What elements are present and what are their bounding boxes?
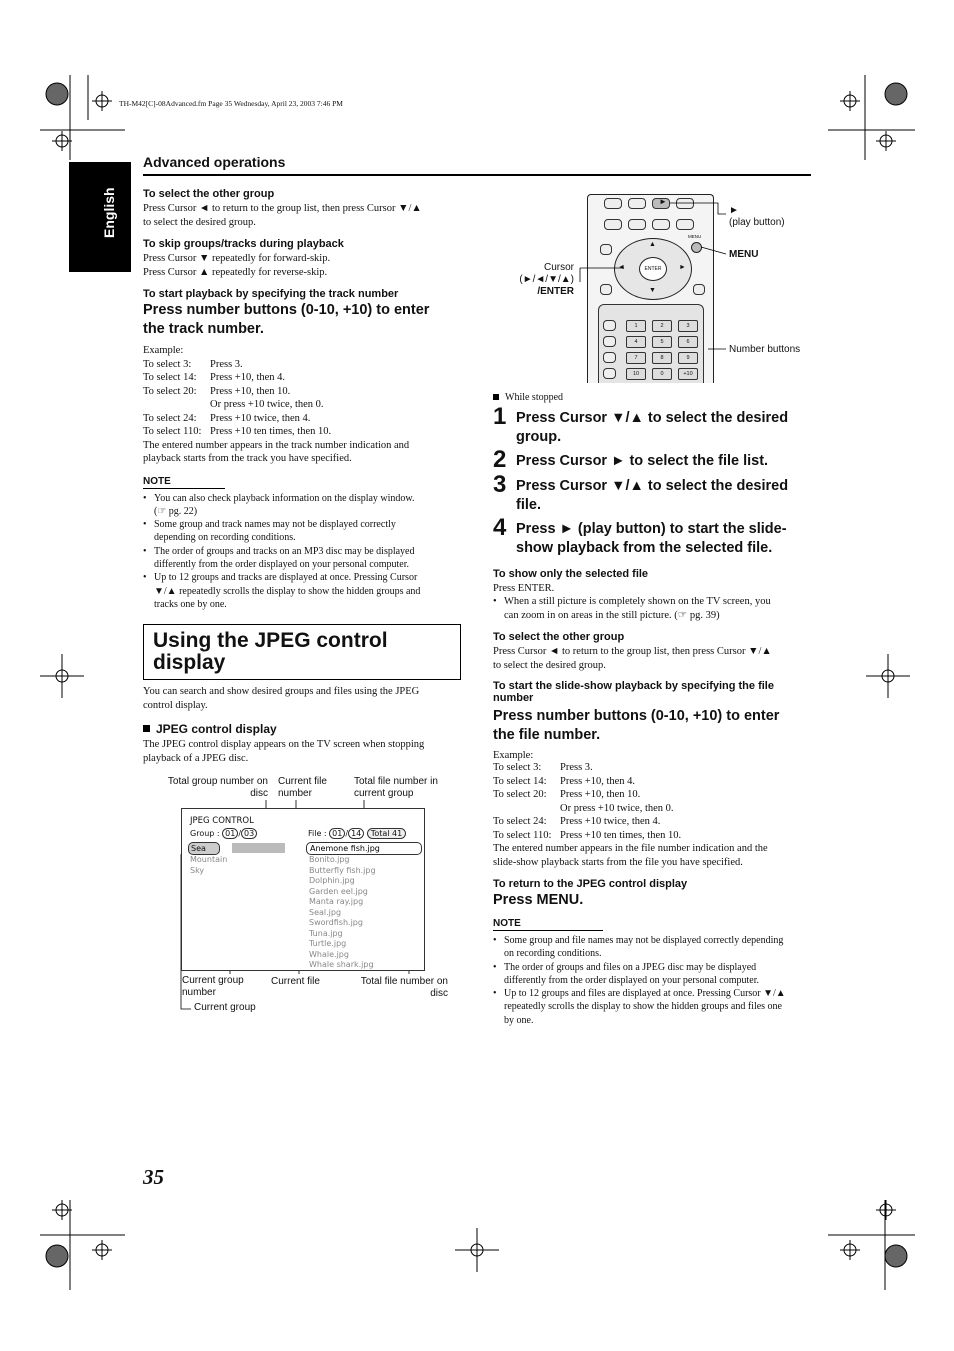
list-item[interactable]: Bonito.jpg [309,855,350,864]
track-number-heading: To start playback by specifying the track number [143,288,399,300]
label-current-group-number: Current group number [182,975,244,998]
cursor-left-icon: ◄ [618,263,625,271]
number-key[interactable]: 7 [626,352,646,364]
list-item: 4 Press ► (play button) to start the slide- show playback from the selected file. [493,513,787,556]
screen-file-indicator: File : 01 / 14 Total 41 [308,829,406,838]
table-row: To select 24: Press +10 twice, then 4. [143,412,311,424]
list-item: • When a still picture is completely shown on the TV screen, you can zoom in on areas in the still picture. (☞ pg. 39) [493,595,811,622]
label-total-file-number-group: Total file number in current group [354,776,438,799]
slide-example-table [493,761,811,842]
track-example-table [143,358,463,439]
remote-illustration [490,192,810,384]
list-item: • Up to 12 groups and files are displayed at once. Pressing Cursor ▼/▲ repeatedly scrolls the display to show the hidden groups and files one by one. [493,987,811,1027]
list-item: • The order of groups and tracks on an MP3 disc may be displayed differently from the order displayed on your personal computer. [143,545,463,572]
while-stopped: While stopped [493,391,811,405]
jpeg-subheading: JPEG control display [143,722,463,736]
number-key[interactable]: 3 [678,320,698,332]
other-group-right-line2: to select the desired group. [493,659,606,671]
slide-instruction-line2: the file number. [493,727,601,743]
list-item: 2 Press Cursor ► to select the file list. [493,445,769,473]
jpeg-intro-line2: control display. [143,699,208,711]
number-key[interactable]: 6 [678,336,698,348]
menu-label: MENU [729,249,759,260]
list-item: • You can also check playback information on the display window. (☞ pg. 22) [143,492,463,519]
table-row: To select 20: Press +10, then 10. [493,789,641,800]
list-item: 3 Press Cursor ▼/▲ to select the desired file. [493,470,789,513]
track-after-line1: The entered number appears in the track number indication and [143,439,410,451]
list-item[interactable]: Sea [188,842,220,855]
label-current-file: Current file [271,976,320,987]
cursor-label: Cursor (►/◄/▼/▲) /ENTER [519,262,574,297]
table-row: Or press +10 twice, then 0. [560,802,674,814]
play-label: ► (play button) [729,205,785,228]
table-row: To select 20: Press +10, then 10. [143,385,291,397]
other-group-right-line1: Press Cursor ◄ to return to the group list, then press Cursor ▼/▲ [493,646,772,657]
skip-line2: Press Cursor ▲ repeatedly for reverse-skip. [143,266,328,278]
group-highlight-bar [232,843,285,853]
skip-heading: To skip groups/tracks during playback [143,238,344,250]
other-group-line1: Press Cursor ◄ to return to the group list, then press Cursor ▼/▲ [143,203,422,214]
press-menu: Press MENU. [493,892,584,908]
file-info: TH-M42[C]-08Advanced.fm Page 35 Wednesday, April 23, 2003 7:46 PM [119,99,343,108]
list-item: 1 Press Cursor ▼/▲ to select the desired group. [493,402,789,445]
screen-group-indicator: Group : 01 / 03 [190,829,257,838]
list-item[interactable]: Dolphin.jpg [309,876,355,885]
slide-example-label: Example: [493,750,534,761]
list-item[interactable]: Anemone fish.jpg [306,842,422,855]
list-item[interactable]: Tuna.jpg [309,928,343,938]
list-item[interactable]: Sky [190,865,205,875]
number-key[interactable]: 5 [652,336,672,348]
table-row: To select 14: Press +10, then 4. [143,372,286,383]
section-title: Advanced operations [143,154,286,170]
table-row: To select 24: Press +10 twice, then 4. [493,816,661,827]
page-number: 35 [143,1165,164,1189]
table-row: To select 110: Press +10 ten times, then 10. [143,426,332,437]
jpeg-title-line2: display [153,651,226,674]
jpeg-title-line1: Using the JPEG control [153,629,388,652]
jpeg-intro-line1: You can search and show desired groups and files using the JPEG [143,686,420,697]
table-row: To select 110: Press +10 ten times, then 10. [493,829,682,841]
number-key[interactable]: 4 [626,336,646,348]
list-item: • Up to 12 groups and tracks are displayed at once. Pressing Cursor ▼/▲ repeatedly scrolls the display to show the hidden groups and tracks one by one. [143,571,463,611]
track-after-line2: playback starts from the track you have specified. [143,453,352,464]
cursor-down-icon: ▼ [649,286,656,294]
enter-button[interactable]: ENTER [639,257,667,281]
number-key[interactable]: +10 [678,368,698,380]
list-item[interactable]: Swordfish.jpg [309,918,363,927]
left-column [143,188,463,611]
skip-line1: Press Cursor ▼ repeatedly for forward-skip. [143,253,331,264]
number-key[interactable]: 0 [652,368,672,380]
file-list [306,842,422,971]
list-item[interactable]: Garden eel.jpg [309,886,368,896]
note-title: NOTE [143,476,225,489]
table-row: To select 3: Press 3. [143,358,243,370]
label-total-file-number-disc: Total file number on disc [360,976,448,999]
right-column [493,391,811,1027]
number-buttons-label: Number buttons [729,344,801,355]
number-key[interactable]: 2 [652,320,672,332]
list-item[interactable]: Butterfly fish.jpg [309,865,376,875]
play-button[interactable]: ► [652,198,670,209]
list-item[interactable]: Mountain [190,855,228,864]
show-file-line: Press ENTER. [493,582,555,594]
note-list [143,492,463,612]
list-item: • The order of groups and files on a JPEG disc may be displayed differently from the order displayed on your personal computer. [493,961,811,988]
table-row: Or press +10 twice, then 0. [210,399,324,410]
track-example-label: Example: [143,345,184,356]
label-current-group: Current group [194,1002,256,1013]
list-item[interactable]: Seal.jpg [309,907,342,917]
other-group-line2: to select the desired group. [143,216,256,228]
list-item[interactable]: Whale.jpg [309,949,349,959]
track-instruction-line1: Press number buttons (0-10, +10) to enter [143,302,430,318]
cursor-right-icon: ► [679,263,686,271]
label-current-file-number: Current file number [278,776,327,799]
list-item: • Some group and track names may not be displayed correctly depending on recording conditions. [143,518,463,545]
square-bullet-icon [493,394,499,400]
slide-after-line1: The entered number appears in the file number indication and the [493,843,768,854]
list-item: • Some group and file names may not be displayed correctly depending on recording conditions. [493,934,811,961]
return-heading: To return to the JPEG control display [493,878,688,890]
number-key[interactable]: 10 [626,368,646,380]
jpeg-control-screen [181,808,425,971]
step-list [493,402,811,558]
note-title-right: NOTE [493,918,603,931]
list-item[interactable]: Turtle.jpg [309,939,347,948]
jpeg-title-box [143,624,461,680]
label-total-group-number: Total group number on disc [167,776,268,799]
number-key[interactable]: 1 [626,320,646,332]
side-tab [69,162,131,272]
table-row: To select 3: Press 3. [493,762,593,773]
menu-key-label: MENU [688,234,702,239]
other-group-heading: To select the other group [143,188,275,200]
square-bullet-icon [143,725,150,732]
cursor-up-icon: ▲ [649,240,656,248]
section-rule [143,174,811,176]
list-item[interactable]: Manta ray.jpg [309,897,364,906]
screen-title: JPEG CONTROL [190,816,254,826]
show-file-heading: To show only the selected file [493,567,649,580]
note-list-right [493,934,811,1027]
number-key[interactable]: 8 [652,352,672,364]
table-row: To select 14: Press +10, then 4. [493,775,636,787]
list-item[interactable]: Whale shark.jpg [309,960,374,969]
jpeg-sub-line1: The JPEG control display appears on the TV screen when stopping [143,739,425,750]
other-group-heading-right: To select the other group [493,631,625,643]
slide-after-line2: slide-show playback starts from the file you have specified. [493,856,743,868]
jpeg-control-diagram [143,774,463,1019]
total-badge: Total 41 [367,828,406,839]
jpeg-intro [143,685,463,765]
side-tab-label: English [101,187,117,238]
slide-number-heading: To start the slide-show playback by specifying the file number [493,680,774,704]
slide-instruction-line1: Press number buttons (0-10, +10) to enter [493,708,780,724]
track-instruction-line2: the track number. [143,321,264,337]
jpeg-sub-line2: playback of a JPEG disc. [143,752,249,764]
number-key[interactable]: 9 [678,352,698,364]
